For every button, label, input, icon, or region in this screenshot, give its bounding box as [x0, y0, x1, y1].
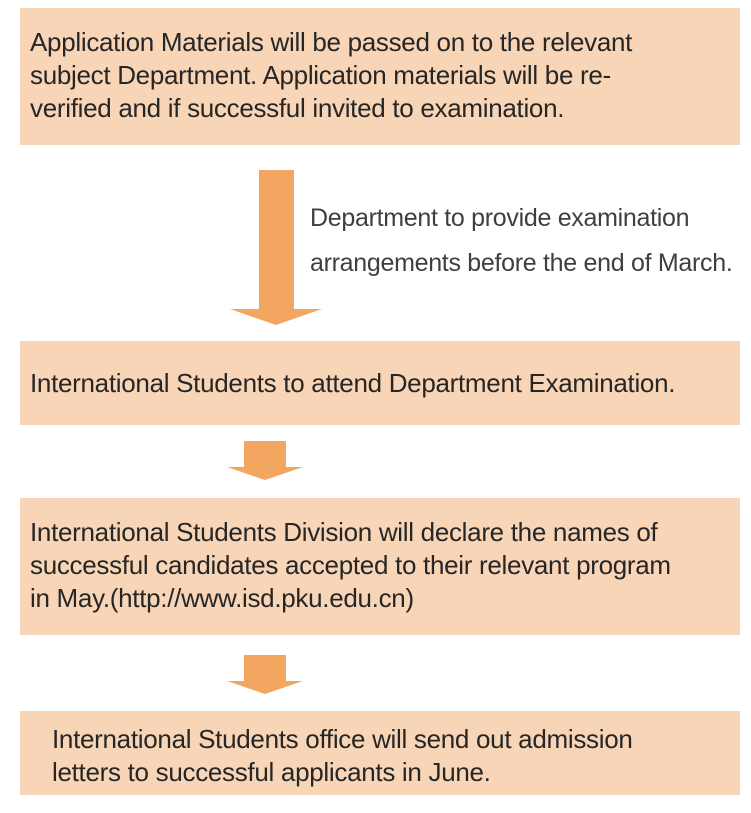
step-text-line: International Students Division will declare the names of: [30, 517, 658, 547]
step-text-line: subject Department. Application materials will be re-: [30, 60, 611, 90]
arrow-head: [227, 467, 303, 480]
step-text-line: letters to successful applicants in June.: [52, 757, 491, 787]
small-down-arrow-icon: [227, 441, 303, 480]
flow-step-declare-names: [20, 498, 740, 635]
arrow-shaft: [244, 441, 286, 467]
small-down-arrow-icon: [227, 655, 303, 694]
large-down-arrow-icon: [230, 170, 322, 325]
flow-step-application-materials: [20, 8, 740, 145]
flow-step-admission-letters: [20, 711, 740, 795]
arrow-shaft: [259, 170, 294, 309]
step-text-line: International Students office will send out admission: [52, 724, 633, 754]
arrow-shaft: [244, 655, 286, 681]
step-text-line: successful candidates accepted to their relevant program: [30, 550, 671, 580]
annotation-text-line: Department to provide examination: [310, 204, 690, 232]
step-text-line: International Students to attend Department Examination.: [30, 367, 676, 398]
step-text-line: Application Materials will be passed on to the relevant: [30, 27, 633, 57]
arrow-head: [230, 309, 322, 325]
annotation-text-line: arrangements before the end of March.: [310, 249, 733, 277]
step-text-line: in May.(http://www.isd.pku.edu.cn): [30, 583, 414, 613]
arrow-head: [227, 681, 303, 694]
step-text-line: verified and if successful invited to examination.: [30, 93, 565, 123]
flow-step-attend-examination: [20, 341, 740, 425]
arrow-annotation: [310, 196, 732, 286]
